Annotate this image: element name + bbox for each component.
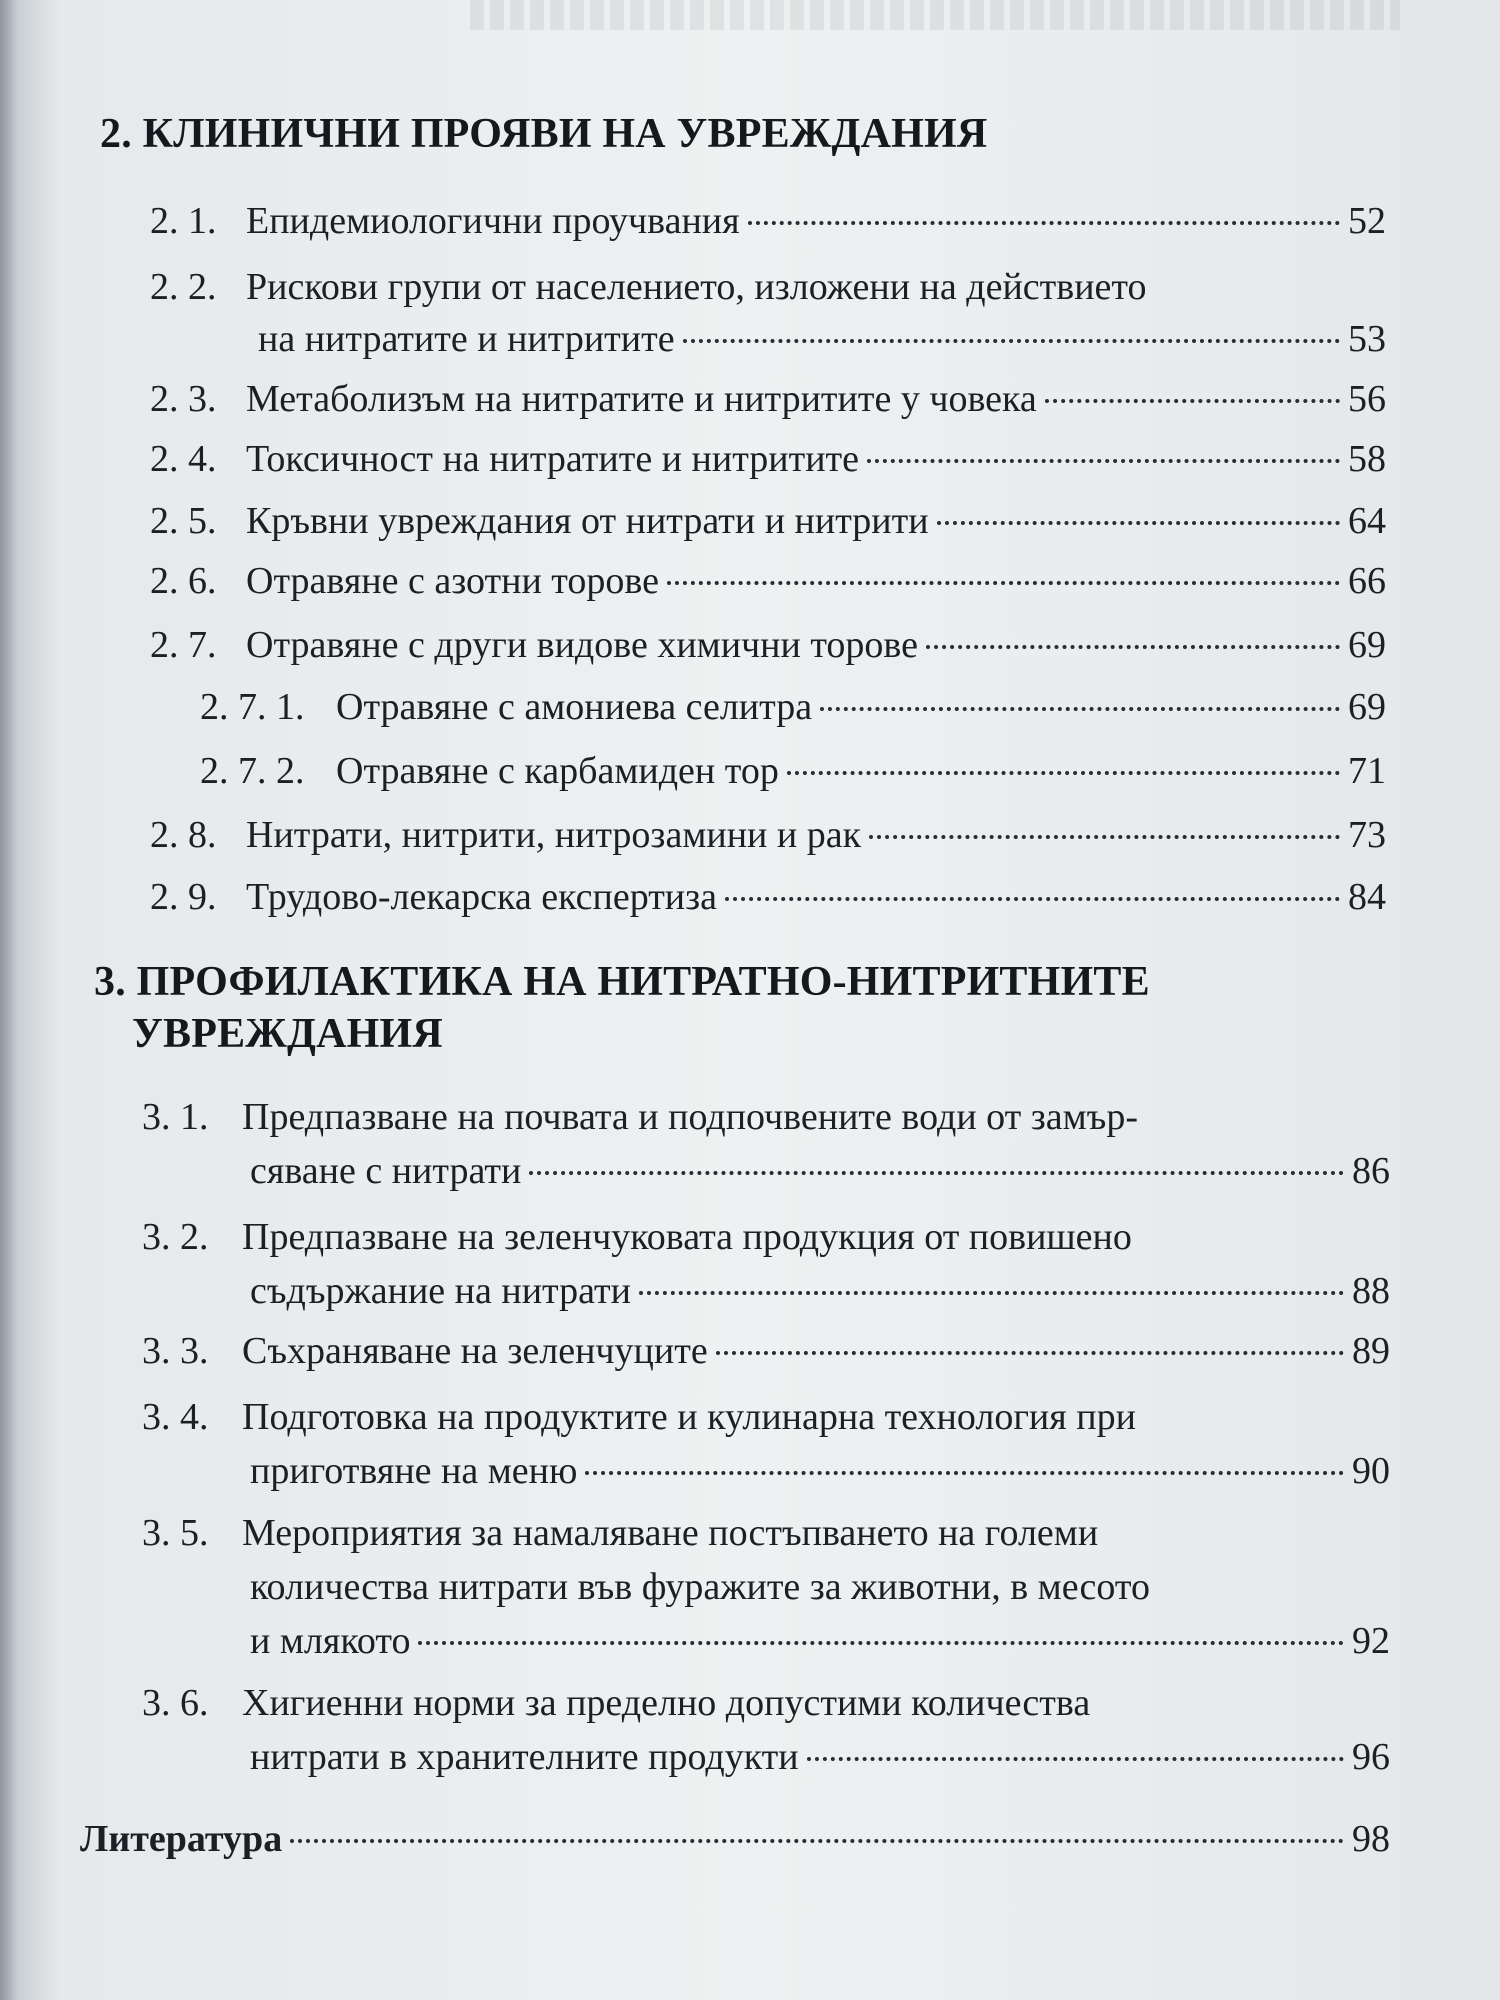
dot-leader	[667, 581, 1340, 585]
entry-page: 64	[1348, 500, 1386, 542]
entry-title-continued: приготвяне на меню	[250, 1450, 578, 1492]
entry-title: Епидемиологични проучвания	[246, 200, 740, 242]
entry-title-continued: на нитратите и нитритите	[258, 318, 675, 360]
entry-number: 2. 4.	[150, 438, 217, 480]
entry-title: Подготовка на продуктите и кулинарна технология при	[242, 1396, 1136, 1438]
toc-entry-2-8[interactable]	[150, 810, 1386, 860]
entry-page: 71	[1348, 750, 1386, 792]
dot-leader	[787, 771, 1340, 775]
toc-entry-2-7-1[interactable]	[200, 682, 1386, 732]
toc-entry-2-7-2[interactable]	[200, 746, 1386, 796]
entry-number: 3. 2.	[142, 1216, 209, 1258]
toc-entry-3-1[interactable]	[142, 1092, 1390, 1196]
toc-entry-3-2[interactable]	[142, 1212, 1390, 1316]
toc-entry-2-1[interactable]	[150, 196, 1386, 246]
section-title-text: 3. ПРОФИЛАКТИКА НА НИТРАТНО-НИТРИТНИТЕ	[94, 959, 1150, 1005]
page-header-bleed	[470, 0, 1400, 30]
entry-title-continued: нитрати в хранителните продукти	[250, 1736, 799, 1778]
entry-number: 2. 5.	[150, 500, 217, 542]
dot-leader	[290, 1839, 1344, 1843]
entry-number: 3. 4.	[142, 1396, 209, 1438]
entry-page: 89	[1352, 1330, 1390, 1372]
entry-title: Метаболизъм на нитратите и нитритите у човека	[246, 378, 1037, 420]
entry-number: 2. 3.	[150, 378, 217, 420]
entry-number: 2. 7. 1.	[200, 686, 305, 728]
entry-title: Съхраняване на зеленчуците	[242, 1330, 708, 1372]
entry-number: 2. 7.	[150, 624, 217, 666]
toc-entry-3-6[interactable]	[142, 1678, 1390, 1782]
entry-page: 58	[1348, 438, 1386, 480]
entry-title: Отравяне с други видове химични торове	[246, 624, 919, 666]
dot-leader	[937, 521, 1340, 525]
dot-leader	[418, 1641, 1344, 1645]
entry-number: 3. 6.	[142, 1682, 209, 1724]
toc-entry-literature[interactable]	[80, 1814, 1390, 1864]
toc-entry-2-9[interactable]	[150, 872, 1386, 922]
dot-leader	[639, 1291, 1344, 1295]
entry-page: 52	[1348, 200, 1386, 242]
entry-page: 69	[1348, 624, 1386, 666]
toc-entry-2-4[interactable]	[150, 434, 1386, 484]
entry-title-continued: съдържание на нитрати	[250, 1270, 631, 1312]
entry-title: Кръвни увреждания от нитрати и нитрити	[246, 500, 929, 542]
entry-title: Отравяне с амониева селитра	[336, 686, 813, 728]
entry-title: Трудово-лекарска експертиза	[246, 876, 718, 918]
entry-page: 96	[1352, 1736, 1390, 1778]
entry-title: Нитрати, нитрити, нитрозамини и рак	[246, 814, 862, 856]
entry-page: 86	[1352, 1150, 1390, 1192]
toc-entry-2-3[interactable]	[150, 374, 1386, 424]
section-2-title	[100, 108, 987, 160]
entry-title: Токсичност на нитратите и нитритите	[246, 438, 860, 480]
entry-number: 2. 2.	[150, 266, 217, 308]
section-3-title	[94, 956, 1150, 1060]
entry-number: 2. 9.	[150, 876, 217, 918]
entry-title-continued: и млякото	[250, 1620, 411, 1662]
dot-leader	[867, 459, 1340, 463]
dot-leader	[869, 835, 1340, 839]
dot-leader	[820, 707, 1340, 711]
dot-leader	[725, 897, 1340, 901]
entry-page: 90	[1352, 1450, 1390, 1492]
dot-leader	[926, 645, 1340, 649]
dot-leader	[1045, 399, 1340, 403]
toc-entry-3-3[interactable]	[142, 1326, 1390, 1376]
entry-page: 56	[1348, 378, 1386, 420]
entry-title: Литература	[80, 1818, 283, 1860]
entry-title: Предпазване на почвата и подпочвените води от замър-	[242, 1096, 1138, 1138]
entry-title: Отравяне с азотни торове	[246, 560, 659, 602]
toc-entry-2-5[interactable]	[150, 496, 1386, 546]
dot-leader	[585, 1471, 1344, 1475]
entry-title: Хигиенни норми за пределно допустими количества	[242, 1682, 1091, 1724]
toc-entry-2-7[interactable]	[150, 620, 1386, 670]
toc-entry-3-5[interactable]	[142, 1508, 1390, 1666]
entry-title: Рискови групи от населението, изложени на действието	[246, 266, 1147, 308]
entry-title-continued: количества нитрати във фуражите за животни, в месото	[250, 1566, 1150, 1608]
entry-number: 2. 6.	[150, 560, 217, 602]
dot-leader	[807, 1757, 1344, 1761]
toc-entry-2-6[interactable]	[150, 556, 1386, 606]
toc-entry-2-2[interactable]	[150, 262, 1386, 364]
entry-page: 92	[1352, 1620, 1390, 1662]
entry-page: 53	[1348, 318, 1386, 360]
dot-leader	[748, 221, 1340, 225]
dot-leader	[529, 1171, 1344, 1175]
entry-page: 73	[1348, 814, 1386, 856]
dot-leader	[716, 1351, 1344, 1355]
entry-page: 66	[1348, 560, 1386, 602]
entry-number: 3. 3.	[142, 1330, 209, 1372]
entry-title-continued: сяване с нитрати	[250, 1150, 522, 1192]
entry-title: Предпазване на зеленчуковата продукция от повишено	[242, 1216, 1132, 1258]
entry-number: 3. 1.	[142, 1096, 209, 1138]
entry-number: 2. 8.	[150, 814, 217, 856]
entry-title: Отравяне с карбамиден тор	[336, 750, 779, 792]
entry-page: 88	[1352, 1270, 1390, 1312]
section-title-text-continued: УВРЕЖДАНИЯ	[132, 1011, 443, 1057]
dot-leader	[683, 339, 1340, 343]
entry-number: 2. 1.	[150, 200, 217, 242]
toc-entry-3-4[interactable]	[142, 1392, 1390, 1496]
entry-page: 69	[1348, 686, 1386, 728]
entry-page: 98	[1352, 1818, 1390, 1860]
entry-number: 3. 5.	[142, 1512, 209, 1554]
entry-page: 84	[1348, 876, 1386, 918]
section-title-text: 2. КЛИНИЧНИ ПРОЯВИ НА УВРЕЖДАНИЯ	[100, 111, 988, 157]
entry-title: Мероприятия за намаляване постъпването на големи	[242, 1512, 1099, 1554]
entry-number: 2. 7. 2.	[200, 750, 305, 792]
